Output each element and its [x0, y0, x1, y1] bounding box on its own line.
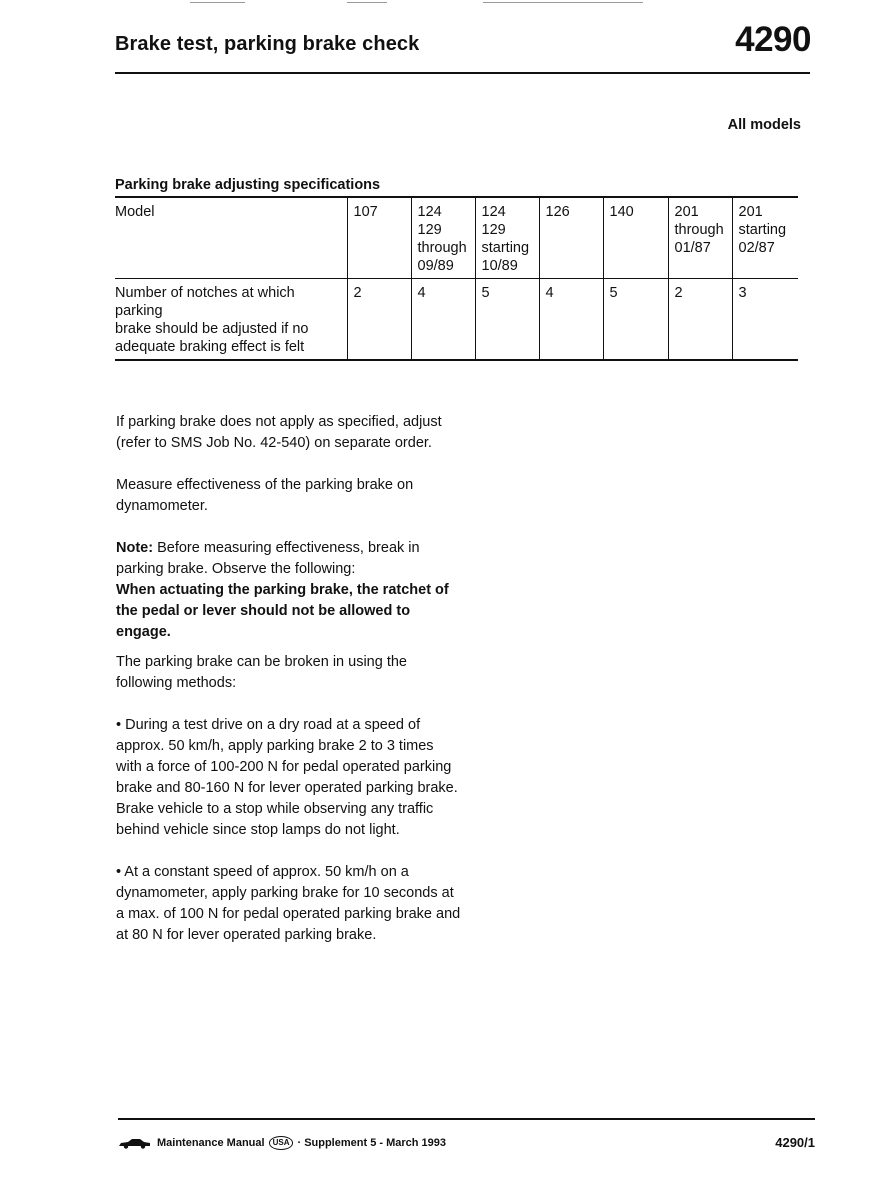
- spec-table: [115, 196, 798, 361]
- model-cell: 201 starting 02/87: [732, 197, 798, 279]
- row-header-notches: Number of notches at which parking brake should be adjusted if no adequate braking effect is felt: [115, 285, 309, 355]
- note-paragraph: [116, 538, 461, 580]
- section-number: 4290: [735, 20, 811, 59]
- model-cell: 140: [603, 197, 668, 279]
- warning-text: When actuating the parking brake, the ratchet of the pedal or lever should not be allowed to engage.: [116, 582, 449, 640]
- scan-artifact-line: [483, 2, 643, 3]
- manual-name: Maintenance Manual: [157, 1137, 265, 1149]
- usa-badge: USA: [269, 1136, 294, 1150]
- model-cell: 124 129 through 09/89: [411, 197, 475, 279]
- scan-artifact-line: [347, 2, 387, 3]
- paragraph-adjust: If parking brake does not apply as specified, adjust (refer to SMS Job No. 42-540) on separate order.: [116, 414, 442, 451]
- notches-cell: 2: [668, 279, 732, 361]
- page-title: Brake test, parking brake check: [115, 33, 420, 55]
- notches-cell: 5: [475, 279, 539, 361]
- instructions-body: [116, 412, 461, 967]
- note-label: Note:: [116, 540, 154, 556]
- bullet-dynamometer: • At a constant speed of approx. 50 km/h on a dynamometer, apply parking brake for 10 seconds at a max. of 100 N for pedal operated parking brake and at 80 N for lever operated parking brake.: [116, 864, 461, 943]
- footer-info: [118, 1136, 446, 1150]
- supplement-info: · Supplement 5 - March 1993: [297, 1137, 447, 1149]
- model-cell: 201 through 01/87: [668, 197, 732, 279]
- notches-cell: 3: [732, 279, 798, 361]
- table-row-model: [115, 197, 798, 279]
- applicability-label: All models: [727, 117, 801, 133]
- header-rule: [115, 72, 810, 74]
- model-cell: 124 129 starting 10/89: [475, 197, 539, 279]
- row-header-model: Model: [115, 197, 347, 279]
- note-text: Before measuring effectiveness, break in parking brake. Observe the following:: [116, 540, 420, 577]
- notches-cell: 2: [347, 279, 411, 361]
- model-cell: 126: [539, 197, 603, 279]
- page-number: 4290/1: [775, 1135, 815, 1150]
- notches-cell: 4: [539, 279, 603, 361]
- paragraph-methods: The parking brake can be broken in using the following methods:: [116, 654, 407, 691]
- paragraph-measure: Measure effectiveness of the parking brake on dynamometer.: [116, 477, 414, 514]
- notches-cell: 4: [411, 279, 475, 361]
- bullet-test-drive: • During a test drive on a dry road at a speed of approx. 50 km/h, apply parking brake 2 to 3 times with a force of 100-200 N for pedal operated parking brake and 80-160 N for lever operated parking brake. Brake vehicle to a stop while observing any traffic behind vehicle since stop lamps do not light.: [116, 717, 458, 838]
- spec-table-heading: Parking brake adjusting specifications: [115, 177, 381, 193]
- table-row-notches: [115, 279, 798, 361]
- footer-rule: [118, 1118, 815, 1120]
- notches-cell: 5: [603, 279, 668, 361]
- scan-artifact-line: [190, 2, 245, 3]
- model-cell: 107: [347, 197, 411, 279]
- car-silhouette-icon: [118, 1137, 151, 1149]
